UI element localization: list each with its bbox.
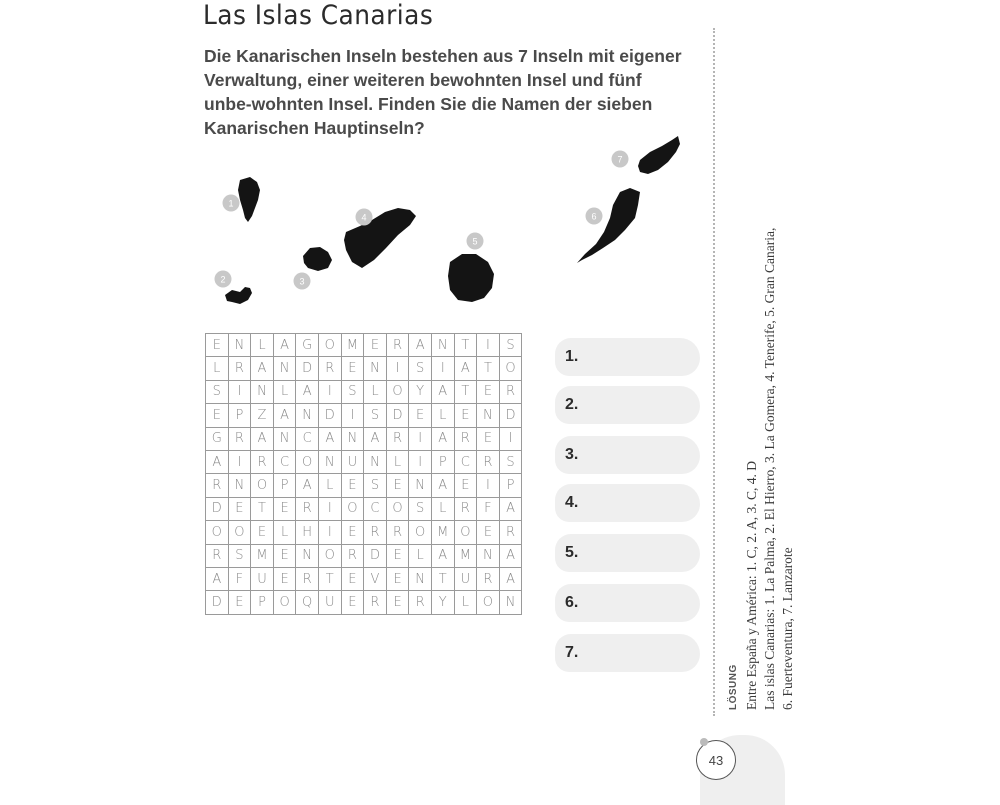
grid-cell: N bbox=[364, 357, 387, 380]
grid-cell: V bbox=[364, 567, 387, 590]
solution-line-2: Las islas Canarias: 1. La Palma, 2. El Hierro, 3. La Gomera, 4. Tenerife, 5. Gran Canaria, bbox=[762, 227, 777, 710]
grid-cell: E bbox=[228, 497, 251, 520]
grid-cell: N bbox=[228, 474, 251, 497]
grid-cell: A bbox=[431, 427, 454, 450]
grid-cell: N bbox=[364, 450, 387, 473]
grid-cell: T bbox=[477, 357, 500, 380]
grid-cell: O bbox=[206, 521, 229, 544]
answer-number: 7. bbox=[565, 644, 579, 661]
island-la-gomera bbox=[303, 247, 332, 271]
grid-cell: O bbox=[318, 544, 341, 567]
grid-cell: N bbox=[409, 567, 432, 590]
map-label-4: 4 bbox=[361, 212, 367, 223]
divider bbox=[713, 28, 715, 716]
grid-cell: R bbox=[228, 427, 251, 450]
grid-cell: R bbox=[454, 427, 477, 450]
grid-cell: R bbox=[341, 544, 364, 567]
grid-cell: A bbox=[431, 544, 454, 567]
grid-cell: R bbox=[296, 567, 319, 590]
grid-row bbox=[206, 497, 522, 520]
page-number: 43 bbox=[696, 740, 736, 780]
grid-cell: R bbox=[454, 497, 477, 520]
grid-cell: L bbox=[273, 521, 296, 544]
grid-cell: N bbox=[477, 544, 500, 567]
grid-cell: S bbox=[409, 497, 432, 520]
grid-cell: O bbox=[386, 380, 409, 403]
grid-cell: E bbox=[386, 567, 409, 590]
grid-cell: L bbox=[206, 357, 229, 380]
grid-cell: I bbox=[318, 521, 341, 544]
grid-cell: N bbox=[251, 380, 274, 403]
grid-cell: T bbox=[454, 380, 477, 403]
grid-cell: S bbox=[409, 357, 432, 380]
grid-cell: P bbox=[228, 404, 251, 427]
grid-cell: G bbox=[296, 334, 319, 357]
grid-cell: E bbox=[206, 334, 229, 357]
grid-cell: D bbox=[206, 497, 229, 520]
grid-cell: D bbox=[206, 591, 229, 614]
grid-cell: P bbox=[251, 591, 274, 614]
grid-cell: M bbox=[454, 544, 477, 567]
grid-cell: T bbox=[431, 567, 454, 590]
grid-row bbox=[206, 404, 522, 427]
grid-cell: P bbox=[273, 474, 296, 497]
grid-cell: N bbox=[431, 334, 454, 357]
grid-cell: Y bbox=[431, 591, 454, 614]
grid-cell: C bbox=[273, 450, 296, 473]
grid-cell: T bbox=[454, 334, 477, 357]
grid-cell: N bbox=[296, 404, 319, 427]
grid-cell: I bbox=[431, 357, 454, 380]
grid-cell: E bbox=[477, 427, 500, 450]
grid-cell: O bbox=[341, 497, 364, 520]
answer-field-7[interactable] bbox=[555, 634, 700, 672]
grid-cell: A bbox=[206, 450, 229, 473]
grid-cell: R bbox=[409, 591, 432, 614]
grid-cell: F bbox=[477, 497, 500, 520]
grid-cell: A bbox=[499, 544, 522, 567]
grid-cell: E bbox=[251, 521, 274, 544]
answer-number: 3. bbox=[565, 446, 579, 463]
grid-cell: E bbox=[454, 474, 477, 497]
grid-cell: L bbox=[454, 591, 477, 614]
grid-cell: E bbox=[341, 521, 364, 544]
island-el-hierro bbox=[225, 287, 252, 304]
grid-cell: I bbox=[477, 474, 500, 497]
solution-line-3: 6. Fuerteventura, 7. Lanzarote bbox=[780, 547, 795, 710]
grid-cell: Q bbox=[296, 591, 319, 614]
grid-cell: A bbox=[251, 357, 274, 380]
grid-cell: U bbox=[454, 567, 477, 590]
grid-cell: O bbox=[409, 521, 432, 544]
grid-cell: A bbox=[499, 497, 522, 520]
page-title: Las Islas Canarias bbox=[203, 0, 434, 31]
grid-cell: N bbox=[296, 544, 319, 567]
answer-field-5[interactable] bbox=[555, 534, 700, 572]
grid-cell: S bbox=[228, 544, 251, 567]
grid-cell: E bbox=[341, 357, 364, 380]
grid-cell: A bbox=[296, 474, 319, 497]
grid-row bbox=[206, 380, 522, 403]
grid-cell: S bbox=[499, 450, 522, 473]
grid-cell: E bbox=[273, 567, 296, 590]
grid-cell: E bbox=[228, 591, 251, 614]
answer-field-4[interactable] bbox=[555, 484, 700, 522]
grid-cell: E bbox=[386, 591, 409, 614]
grid-cell: N bbox=[228, 334, 251, 357]
grid-cell: O bbox=[386, 497, 409, 520]
answer-field-1[interactable] bbox=[555, 338, 700, 376]
grid-cell: A bbox=[273, 334, 296, 357]
grid-cell: H bbox=[296, 521, 319, 544]
grid-cell: A bbox=[296, 380, 319, 403]
grid-cell: L bbox=[318, 474, 341, 497]
grid-cell: R bbox=[206, 474, 229, 497]
grid-cell: D bbox=[499, 404, 522, 427]
map-label-2: 2 bbox=[220, 274, 226, 285]
grid-cell: I bbox=[499, 427, 522, 450]
grid-cell: E bbox=[477, 380, 500, 403]
grid-cell: N bbox=[273, 357, 296, 380]
grid-cell: T bbox=[251, 497, 274, 520]
grid-row bbox=[206, 521, 522, 544]
grid-row bbox=[206, 427, 522, 450]
grid-cell: I bbox=[386, 357, 409, 380]
grid-cell: E bbox=[386, 544, 409, 567]
grid-cell: L bbox=[431, 404, 454, 427]
grid-cell: O bbox=[499, 357, 522, 380]
grid-cell: R bbox=[296, 497, 319, 520]
grid-cell: R bbox=[386, 521, 409, 544]
grid-cell: M bbox=[341, 334, 364, 357]
grid-cell: Y bbox=[409, 380, 432, 403]
grid-cell: O bbox=[273, 591, 296, 614]
grid-row bbox=[206, 357, 522, 380]
grid-cell: D bbox=[296, 357, 319, 380]
grid-cell: E bbox=[409, 404, 432, 427]
grid-cell: A bbox=[206, 567, 229, 590]
grid-cell: E bbox=[364, 334, 387, 357]
grid-cell: A bbox=[454, 357, 477, 380]
grid-cell: L bbox=[273, 380, 296, 403]
grid-cell: T bbox=[318, 567, 341, 590]
grid-cell: G bbox=[206, 427, 229, 450]
grid-cell: R bbox=[228, 357, 251, 380]
grid-cell: S bbox=[341, 380, 364, 403]
grid-cell: O bbox=[454, 521, 477, 544]
grid-cell: L bbox=[386, 450, 409, 473]
grid-cell: E bbox=[206, 404, 229, 427]
grid-cell: N bbox=[499, 591, 522, 614]
grid-cell: A bbox=[409, 334, 432, 357]
grid-cell: O bbox=[477, 591, 500, 614]
intro-text: Die Kanarischen Inseln bestehen aus 7 Inseln mit eigener Verwaltung, einer weiteren bewohnten Insel und fünf unbe-wohnten Insel. Finden Sie die Namen der sieben Kanarischen Hauptinseln? bbox=[204, 46, 682, 138]
grid-cell: I bbox=[341, 404, 364, 427]
grid-cell: U bbox=[251, 567, 274, 590]
answer-number: 6. bbox=[565, 594, 579, 611]
answer-number: 2. bbox=[565, 396, 579, 413]
solution-box bbox=[725, 110, 805, 710]
grid-cell: C bbox=[454, 450, 477, 473]
grid-cell: R bbox=[386, 427, 409, 450]
grid-cell: R bbox=[499, 380, 522, 403]
grid-row bbox=[206, 450, 522, 473]
grid-cell: E bbox=[341, 474, 364, 497]
grid-cell: A bbox=[318, 427, 341, 450]
grid-cell: C bbox=[296, 427, 319, 450]
grid-cell: I bbox=[409, 427, 432, 450]
grid-cell: R bbox=[499, 521, 522, 544]
map-label-7: 7 bbox=[617, 154, 623, 165]
grid-cell: E bbox=[454, 404, 477, 427]
grid-cell: R bbox=[364, 521, 387, 544]
solution-line-1: Entre España y América: 1. C, 2. A, 3. C, 4. D bbox=[744, 461, 759, 710]
grid-cell: D bbox=[364, 544, 387, 567]
answer-number: 4. bbox=[565, 494, 579, 511]
grid-cell: I bbox=[318, 497, 341, 520]
grid-cell: I bbox=[409, 450, 432, 473]
grid-cell: S bbox=[499, 334, 522, 357]
answer-number: 1. bbox=[565, 348, 579, 365]
grid-cell: O bbox=[318, 334, 341, 357]
grid-cell: R bbox=[318, 357, 341, 380]
grid-cell: L bbox=[431, 497, 454, 520]
grid-cell: S bbox=[206, 380, 229, 403]
grid-cell: P bbox=[499, 474, 522, 497]
grid-cell: R bbox=[477, 567, 500, 590]
grid-cell: I bbox=[228, 450, 251, 473]
grid-cell: L bbox=[409, 544, 432, 567]
grid-cell: R bbox=[364, 591, 387, 614]
grid-cell: U bbox=[318, 591, 341, 614]
island-fuerteventura bbox=[577, 188, 640, 263]
island-tenerife bbox=[344, 208, 416, 268]
solution-heading: LÖSUNG bbox=[728, 664, 739, 710]
grid-cell: I bbox=[477, 334, 500, 357]
grid-cell: N bbox=[273, 427, 296, 450]
map-label-1: 1 bbox=[228, 198, 234, 209]
grid-cell: R bbox=[251, 450, 274, 473]
map-label-3: 3 bbox=[299, 276, 305, 287]
grid-cell: C bbox=[364, 497, 387, 520]
grid-cell: Z bbox=[251, 404, 274, 427]
grid-cell: S bbox=[364, 404, 387, 427]
grid-cell: D bbox=[318, 404, 341, 427]
grid-cell: M bbox=[431, 521, 454, 544]
answer-field-3[interactable] bbox=[555, 436, 700, 474]
grid-row bbox=[206, 544, 522, 567]
grid-cell: A bbox=[431, 380, 454, 403]
grid-cell: M bbox=[251, 544, 274, 567]
grid-cell: N bbox=[341, 427, 364, 450]
grid-cell: N bbox=[409, 474, 432, 497]
grid-cell: L bbox=[251, 334, 274, 357]
island-la-palma bbox=[238, 177, 260, 222]
grid-cell: O bbox=[296, 450, 319, 473]
grid-cell: R bbox=[477, 450, 500, 473]
grid-cell: O bbox=[251, 474, 274, 497]
answer-field-6[interactable] bbox=[555, 584, 700, 622]
map-label-5: 5 bbox=[472, 236, 478, 247]
grid-cell: N bbox=[318, 450, 341, 473]
grid-row bbox=[206, 591, 522, 614]
grid-cell: I bbox=[228, 380, 251, 403]
grid-row bbox=[206, 567, 522, 590]
grid-cell: N bbox=[477, 404, 500, 427]
grid-cell: E bbox=[386, 474, 409, 497]
grid-cell: S bbox=[364, 474, 387, 497]
grid-cell: L bbox=[364, 380, 387, 403]
grid-cell: A bbox=[364, 427, 387, 450]
grid-cell: U bbox=[341, 450, 364, 473]
grid-cell: E bbox=[273, 497, 296, 520]
grid-cell: R bbox=[206, 544, 229, 567]
grid-cell: I bbox=[318, 380, 341, 403]
grid-cell: A bbox=[499, 567, 522, 590]
grid-cell: E bbox=[477, 521, 500, 544]
answer-field-2[interactable] bbox=[555, 386, 700, 424]
grid-cell: A bbox=[273, 404, 296, 427]
grid-cell: D bbox=[386, 404, 409, 427]
word-search-grid bbox=[205, 333, 522, 615]
grid-cell: P bbox=[431, 450, 454, 473]
grid-cell: E bbox=[341, 591, 364, 614]
answer-number: 5. bbox=[565, 544, 579, 561]
grid-cell: F bbox=[228, 567, 251, 590]
grid-cell: E bbox=[273, 544, 296, 567]
grid-cell: A bbox=[431, 474, 454, 497]
grid-row bbox=[206, 334, 522, 357]
page-number-dot bbox=[700, 738, 708, 746]
grid-cell: A bbox=[251, 427, 274, 450]
island-gran-canaria bbox=[448, 254, 494, 302]
grid-cell: O bbox=[228, 521, 251, 544]
canary-islands-map bbox=[210, 130, 690, 330]
grid-cell: R bbox=[386, 334, 409, 357]
grid-cell: E bbox=[341, 567, 364, 590]
island-lanzarote bbox=[638, 136, 680, 174]
map-label-6: 6 bbox=[591, 211, 597, 222]
grid-row bbox=[206, 474, 522, 497]
